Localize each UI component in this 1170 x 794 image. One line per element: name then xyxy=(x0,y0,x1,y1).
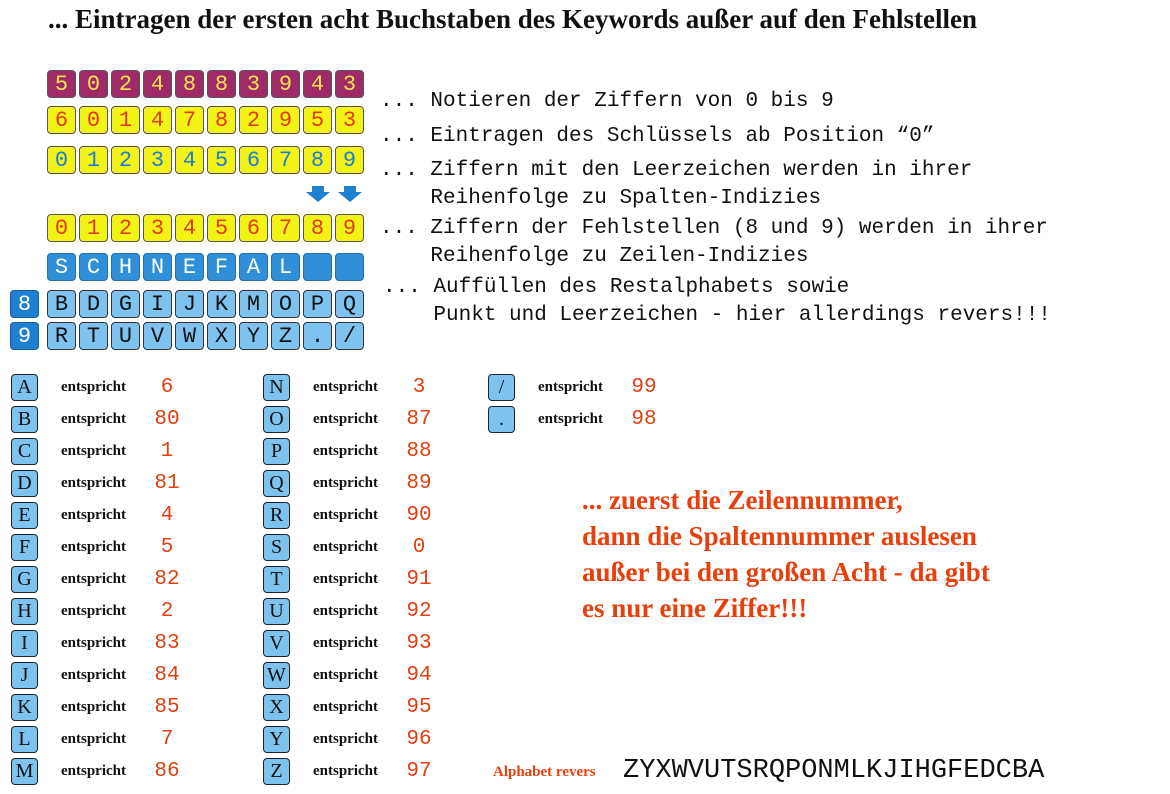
grid-cell: 8 xyxy=(175,70,204,98)
code-value: 80 xyxy=(154,408,180,431)
mapping-row xyxy=(11,598,187,625)
grid-cell xyxy=(335,253,364,281)
code-value: 6 xyxy=(160,376,174,399)
mapping-row xyxy=(263,470,439,497)
letter-key: X xyxy=(263,694,290,721)
grid-cell: 3 xyxy=(335,70,364,98)
mapping-row xyxy=(11,758,187,785)
code-value: 3 xyxy=(412,376,426,399)
mapping-row xyxy=(11,438,187,465)
mapping-label: entspricht xyxy=(61,475,126,491)
grid-cell: B xyxy=(47,290,76,318)
mapping-label: entspricht xyxy=(313,539,378,555)
mapping-label: entspricht xyxy=(313,379,378,395)
mapping-row xyxy=(263,758,439,785)
alphabet-reverse-label: Alphabet revers xyxy=(493,764,596,780)
letter-key: Z xyxy=(263,758,290,785)
mapping-row xyxy=(263,374,439,401)
mapping-row xyxy=(11,374,187,401)
note-1: ... Notieren der Ziffern von 0 bis 9 xyxy=(380,90,834,113)
grid-cell: 2 xyxy=(111,146,140,174)
mapping-label: entspricht xyxy=(61,731,126,747)
grid-cell: K xyxy=(207,290,236,318)
letter-key: R xyxy=(263,502,290,529)
grid-cell: 3 xyxy=(143,146,172,174)
grid-cell: 7 xyxy=(175,106,204,134)
row-index-8: 8 xyxy=(10,290,39,318)
code-value: 89 xyxy=(406,472,432,495)
grid-cell: 1 xyxy=(111,106,140,134)
letter-key: D xyxy=(11,470,38,497)
grid-cell: V xyxy=(143,322,172,350)
grid-cell: 3 xyxy=(335,106,364,134)
code-value: 98 xyxy=(631,408,657,431)
grid-cell: 9 xyxy=(271,70,300,98)
grid-cell: 1 xyxy=(79,146,108,174)
grid-cell: 7 xyxy=(271,146,300,174)
code-value: 93 xyxy=(406,632,432,655)
grid-cell: 6 xyxy=(239,146,268,174)
letter-key: N xyxy=(263,374,290,401)
letter-key: Y xyxy=(263,726,290,753)
mapping-row xyxy=(263,534,439,561)
grid-cell: J xyxy=(175,290,204,318)
code-value: 83 xyxy=(154,632,180,655)
mapping-label: entspricht xyxy=(61,379,126,395)
grid-cell: 7 xyxy=(271,214,300,242)
code-value: 4 xyxy=(160,504,174,527)
arrow-down-icon xyxy=(338,186,362,202)
grid-cell: X xyxy=(207,322,236,350)
code-value: 82 xyxy=(154,568,180,591)
mapping-label: entspricht xyxy=(61,411,126,427)
mapping-row xyxy=(263,630,439,657)
instruction-text xyxy=(582,482,990,626)
grid-row-digits xyxy=(47,146,364,174)
letter-key: K xyxy=(11,694,38,721)
letter-key: P xyxy=(263,438,290,465)
grid-cell: I xyxy=(143,290,172,318)
mapping-row xyxy=(263,406,439,433)
code-value: 91 xyxy=(406,568,432,591)
grid-cell: 3 xyxy=(239,70,268,98)
mapping-label: entspricht xyxy=(61,539,126,555)
letter-key: V xyxy=(263,630,290,657)
note-5: ... Auffüllen des Restalphabets sowie Punkt und Leerzeichen - hier allerdings revers!!! xyxy=(383,276,1051,327)
code-value: 94 xyxy=(406,664,432,687)
code-value: 2 xyxy=(160,600,174,623)
letter-key: G xyxy=(11,566,38,593)
mapping-row xyxy=(11,502,187,529)
mapping-label: entspricht xyxy=(313,635,378,651)
grid-cell: 0 xyxy=(47,146,76,174)
mapping-row xyxy=(11,470,187,497)
grid-cell: 8 xyxy=(303,146,332,174)
grid-cell: T xyxy=(79,322,108,350)
row-index-9: 9 xyxy=(10,322,39,350)
grid-cell: 4 xyxy=(143,106,172,134)
mapping-row xyxy=(11,694,187,721)
grid-cell: . xyxy=(303,322,332,350)
mapping-label: entspricht xyxy=(61,699,126,715)
grid-cell: 5 xyxy=(47,70,76,98)
grid-cell: 1 xyxy=(79,214,108,242)
code-value: 85 xyxy=(154,696,180,719)
grid-cell: C xyxy=(79,253,108,281)
mapping-row xyxy=(263,694,439,721)
grid-cell: 5 xyxy=(303,106,332,134)
code-value: 95 xyxy=(406,696,432,719)
instruction-line: es nur eine Ziffer!!! xyxy=(582,593,808,623)
mapping-label: entspricht xyxy=(313,667,378,683)
mapping-label: entspricht xyxy=(61,603,126,619)
mapping-row xyxy=(263,566,439,593)
grid-cell: 2 xyxy=(111,214,140,242)
letter-key: I xyxy=(11,630,38,657)
grid-row-key-shifted xyxy=(47,106,364,134)
code-value: 86 xyxy=(154,760,180,783)
grid-cell: R xyxy=(47,322,76,350)
mapping-label: entspricht xyxy=(61,763,126,779)
mapping-label: entspricht xyxy=(313,443,378,459)
letter-key: L xyxy=(11,726,38,753)
letter-key: M xyxy=(11,758,38,785)
code-value: 84 xyxy=(154,664,180,687)
note-3: ... Ziffern mit den Leerzeichen werden in ihrer Reihenfolge zu Spalten-Indizies xyxy=(380,159,973,210)
grid-cell: H xyxy=(111,253,140,281)
grid-cell: 4 xyxy=(175,214,204,242)
instruction-line: außer bei den großen Acht - da gibt xyxy=(582,557,990,587)
mapping-row xyxy=(11,534,187,561)
letter-key: W xyxy=(263,662,290,689)
code-value: 99 xyxy=(631,376,657,399)
mapping-label: entspricht xyxy=(61,667,126,683)
grid-cell: 8 xyxy=(303,214,332,242)
instruction-line: ... zuerst die Zeilennummer, xyxy=(582,485,903,515)
grid-cell: 4 xyxy=(303,70,332,98)
mapping-label: entspricht xyxy=(313,699,378,715)
mapping-label: entspricht xyxy=(61,507,126,523)
mapping-label: entspricht xyxy=(313,571,378,587)
letter-key: B xyxy=(11,406,38,433)
code-value: 1 xyxy=(160,440,174,463)
mapping-row xyxy=(11,662,187,689)
page-title: ... Eintragen der ersten acht Buchstaben des Keywords außer auf den Fehlstellen xyxy=(48,4,978,34)
grid-cell: 6 xyxy=(239,214,268,242)
mapping-row xyxy=(263,438,439,465)
grid-cell: 9 xyxy=(335,146,364,174)
grid-cell: A xyxy=(239,253,268,281)
code-value: 97 xyxy=(406,760,432,783)
mapping-label: entspricht xyxy=(61,571,126,587)
grid-cell: U xyxy=(111,322,140,350)
letter-key: A xyxy=(11,374,38,401)
instruction-line: dann die Spaltennummer auslesen xyxy=(582,521,977,551)
mapping-row xyxy=(263,598,439,625)
mapping-row xyxy=(11,566,187,593)
mapping-label: entspricht xyxy=(61,443,126,459)
letter-key: U xyxy=(263,598,290,625)
mapping-row xyxy=(488,406,664,433)
mapping-row xyxy=(263,502,439,529)
grid-cell: 4 xyxy=(143,70,172,98)
grid-cell: O xyxy=(271,290,300,318)
mapping-label: entspricht xyxy=(313,603,378,619)
letter-key: C xyxy=(11,438,38,465)
letter-key: J xyxy=(11,662,38,689)
code-value: 7 xyxy=(160,728,174,751)
letter-key: O xyxy=(263,406,290,433)
mapping-label: entspricht xyxy=(538,411,603,427)
grid-cell: 5 xyxy=(207,146,236,174)
alphabet-reverse-value: ZYXWVUTSRQPONMLKJIHGFEDCBA xyxy=(623,756,1045,786)
mapping-row xyxy=(488,374,664,401)
grid-row-8 xyxy=(47,290,364,318)
note-2: ... Eintragen des Schlüssels ab Position “0” xyxy=(380,125,935,148)
letter-key: S xyxy=(263,534,290,561)
grid-cell: 9 xyxy=(335,214,364,242)
grid-cell: 6 xyxy=(47,106,76,134)
letter-key: E xyxy=(11,502,38,529)
code-value: 92 xyxy=(406,600,432,623)
code-value: 81 xyxy=(154,472,180,495)
grid-row-9 xyxy=(47,322,364,350)
grid-cell: P xyxy=(303,290,332,318)
letter-key: H xyxy=(11,598,38,625)
mapping-row xyxy=(11,630,187,657)
grid-cell: S xyxy=(47,253,76,281)
grid-cell: 0 xyxy=(47,214,76,242)
grid-cell: D xyxy=(79,290,108,318)
grid-cell: Y xyxy=(239,322,268,350)
mapping-label: entspricht xyxy=(538,379,603,395)
mapping-label: entspricht xyxy=(313,411,378,427)
code-value: 0 xyxy=(412,536,426,559)
grid-cell: 4 xyxy=(175,146,204,174)
grid-cell: F xyxy=(207,253,236,281)
mapping-label: entspricht xyxy=(61,635,126,651)
grid-cell: / xyxy=(335,322,364,350)
grid-cell: 2 xyxy=(111,70,140,98)
mapping-row xyxy=(263,662,439,689)
grid-cell: Q xyxy=(335,290,364,318)
grid-cell: 0 xyxy=(79,106,108,134)
letter-key: F xyxy=(11,534,38,561)
column-arrows xyxy=(306,186,362,202)
code-value: 88 xyxy=(406,440,432,463)
grid-cell: 9 xyxy=(271,106,300,134)
mapping-label: entspricht xyxy=(313,475,378,491)
grid-cell: M xyxy=(239,290,268,318)
grid-row-keyword xyxy=(47,253,364,281)
code-value: 90 xyxy=(406,504,432,527)
note-4: ... Ziffern der Fehlstellen (8 und 9) werden in ihrer Reihenfolge zu Zeilen-Indizies xyxy=(380,217,1048,268)
mapping-label: entspricht xyxy=(313,731,378,747)
letter-key: . xyxy=(488,406,515,433)
mapping-row xyxy=(11,406,187,433)
grid-cell: E xyxy=(175,253,204,281)
code-value: 5 xyxy=(160,536,174,559)
letter-key: Q xyxy=(263,470,290,497)
letter-key: / xyxy=(488,374,515,401)
grid-cell: 8 xyxy=(207,70,236,98)
grid-cell xyxy=(303,253,332,281)
grid-cell: 3 xyxy=(143,214,172,242)
code-value: 96 xyxy=(406,728,432,751)
grid-row-key-digits xyxy=(47,70,364,98)
grid-cell: Z xyxy=(271,322,300,350)
mapping-label: entspricht xyxy=(313,507,378,523)
grid-cell: N xyxy=(143,253,172,281)
grid-cell: G xyxy=(111,290,140,318)
mapping-label: entspricht xyxy=(313,763,378,779)
grid-cell: 2 xyxy=(239,106,268,134)
letter-key: T xyxy=(263,566,290,593)
grid-cell: 5 xyxy=(207,214,236,242)
code-value: 87 xyxy=(406,408,432,431)
mapping-row xyxy=(263,726,439,753)
mapping-row xyxy=(11,726,187,753)
grid-cell: 8 xyxy=(207,106,236,134)
grid-cell: W xyxy=(175,322,204,350)
grid-cell: L xyxy=(271,253,300,281)
grid-cell: 0 xyxy=(79,70,108,98)
grid-row-col-index xyxy=(47,214,364,242)
arrow-down-icon xyxy=(306,186,330,202)
